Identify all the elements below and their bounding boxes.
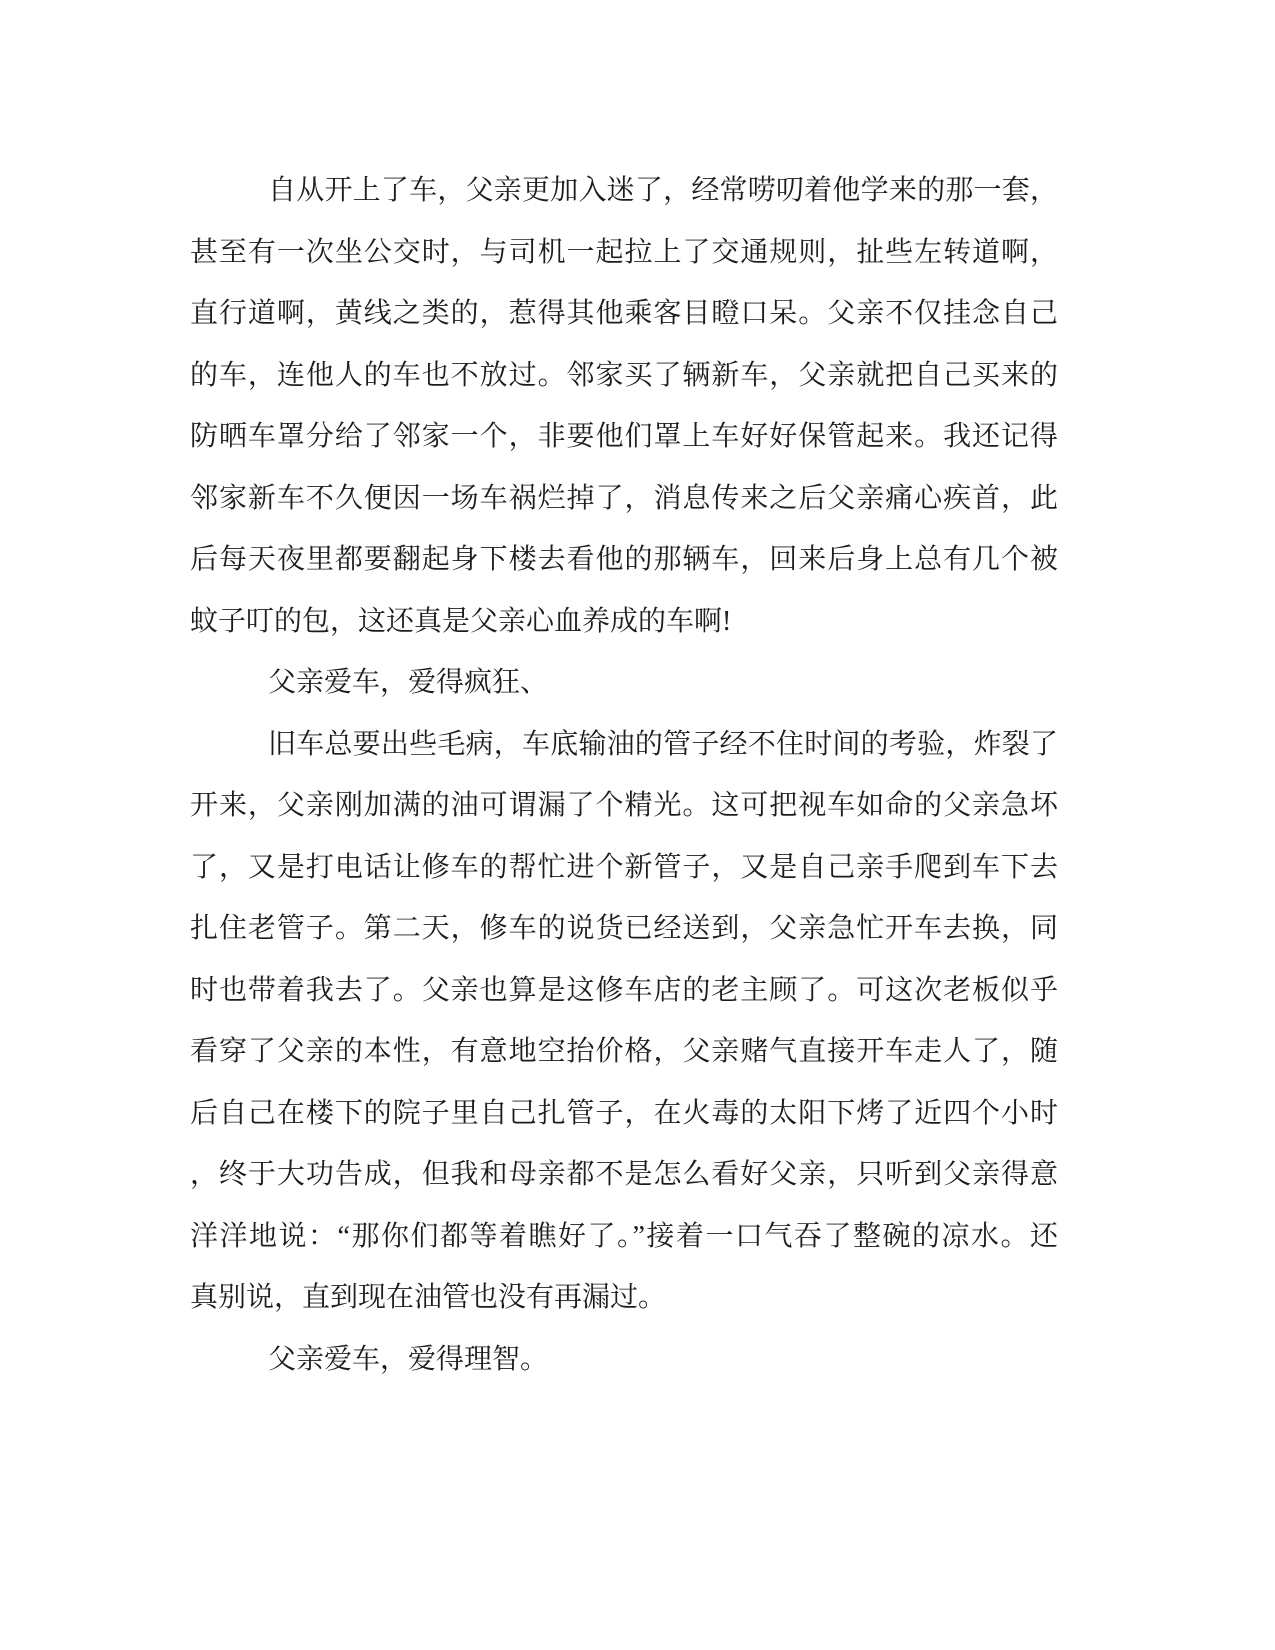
- text-line: 父亲爱车，爱得疯狂、: [268, 667, 549, 698]
- text-line: 的车，连他人的车也不放过。邻家买了辆新车，父亲就把自己买来的: [190, 359, 1058, 391]
- text-line: 看穿了父亲的本性，有意地空抬价格，父亲赌气直接开车走人了，随: [190, 1036, 1058, 1067]
- text-line: 自从开上了车，父亲更加入迷了，经常唠叨着他学来的那一套，: [268, 175, 1058, 206]
- text-line: 真别说，直到现在油管也没有再漏过。: [190, 1282, 667, 1313]
- text-line: 了，又是打电话让修车的帮忙进个新管子，又是自己亲手爬到车下去: [190, 851, 1058, 883]
- text-line: 后每天夜里都要翻起身下楼去看他的那辆车，回来后身上总有几个被: [190, 544, 1058, 575]
- paragraph: [190, 714, 1058, 1329]
- text-line: 旧车总要出些毛病，车底输油的管子经不住时间的考验，炸裂了: [268, 728, 1058, 760]
- text-line: 直行道啊，黄线之类的，惹得其他乘客目瞪口呆。父亲不仅挂念自己: [190, 298, 1058, 329]
- paragraph: [190, 652, 1058, 714]
- text-line: 甚至有一次坐公交时，与司机一起拉上了交通规则，扯些左转道啊，: [190, 236, 1058, 268]
- text-line: 开来，父亲刚加满的油可谓漏了个精光。这可把视车如命的父亲急坏: [190, 790, 1058, 821]
- text-line: 邻家新车不久便因一场车祸烂掉了，消息传来之后父亲痛心疾首，此: [190, 482, 1058, 514]
- paragraph: [190, 160, 1058, 652]
- document-body: [190, 160, 1058, 1390]
- text-line: 洋洋地说：“那你们都等着瞧好了。”接着一口气吞了整碗的凉水。还: [190, 1220, 1058, 1252]
- text-line: 扎住老管子。第二天，修车的说货已经送到，父亲急忙开车去换，同: [190, 913, 1058, 944]
- text-line: 蚊子叮的包，这还真是父亲心血养成的车啊!: [190, 605, 732, 637]
- text-line: 父亲爱车，爱得理智。: [268, 1343, 549, 1375]
- text-line: ，终于大功告成，但我和母亲都不是怎么看好父亲，只听到父亲得意: [190, 1159, 1058, 1190]
- paragraph: [190, 1329, 1058, 1391]
- text-line: 防晒车罩分给了邻家一个，非要他们罩上车好好保管起来。我还记得: [190, 421, 1058, 452]
- text-line: 后自己在楼下的院子里自己扎管子，在火毒的太阳下烤了近四个小时: [190, 1097, 1058, 1129]
- text-line: 时也带着我去了。父亲也算是这修车店的老主顾了。可这次老板似乎: [190, 974, 1058, 1006]
